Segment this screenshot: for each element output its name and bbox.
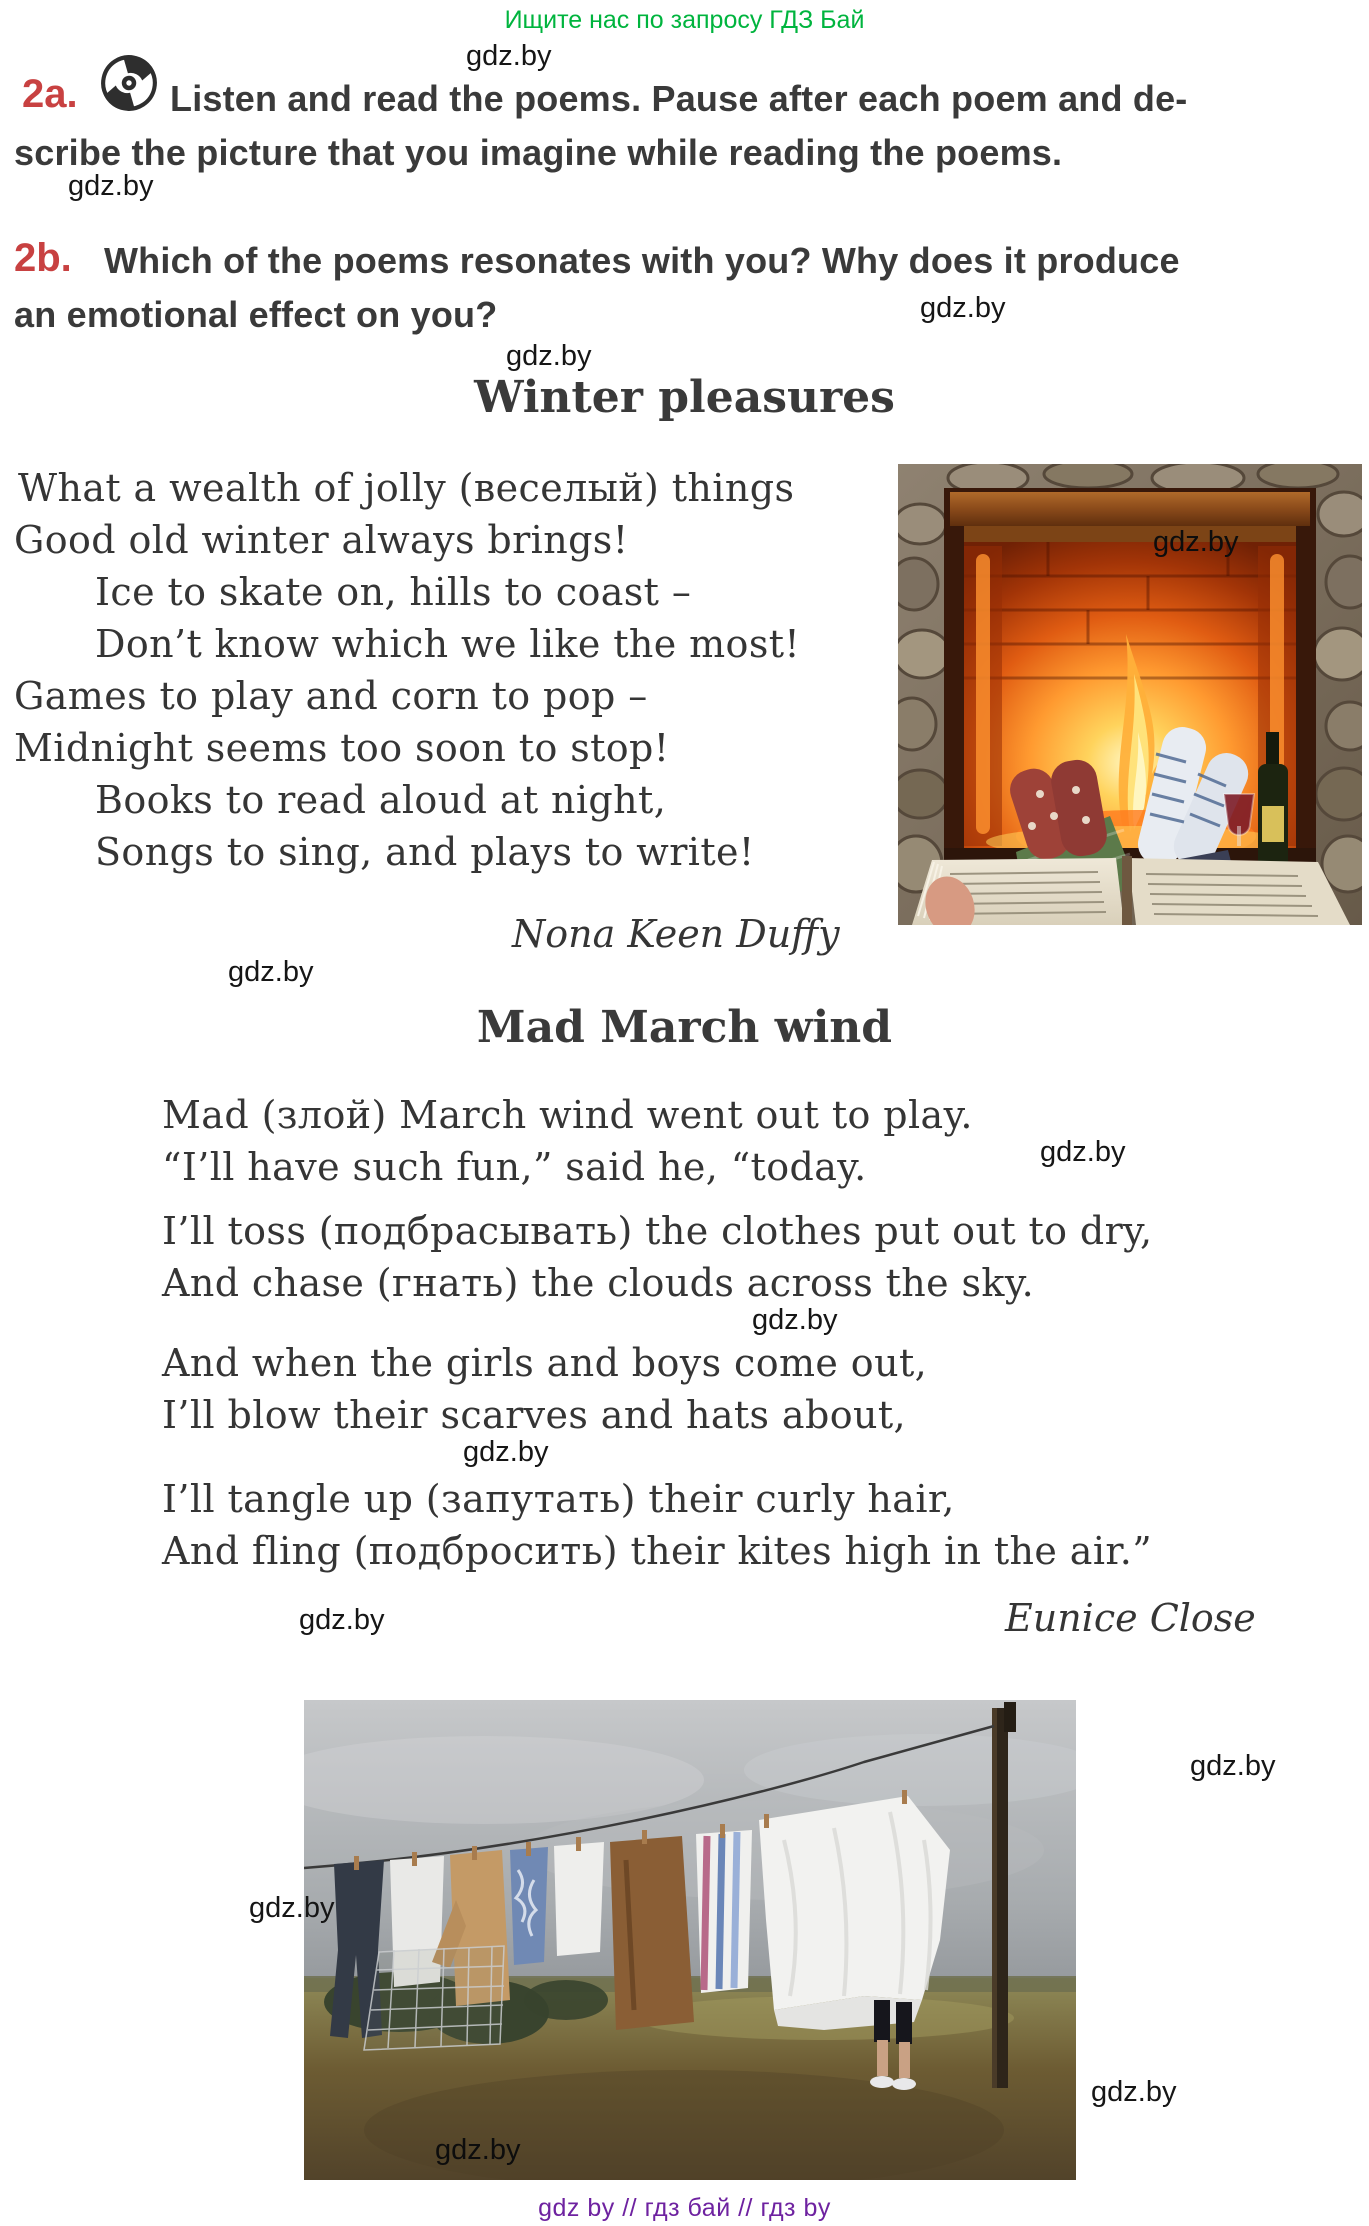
cd-icon <box>98 52 160 114</box>
poem2-line: And when the girls and boys come out, <box>162 1341 928 1385</box>
task-2a-text-line2: scribe the picture that you imagine while reading the poems. <box>14 132 1063 173</box>
task-2a-number: 2a. <box>22 72 78 116</box>
gdz-watermark: gdz.by <box>752 1304 838 1336</box>
gdz-watermark: gdz.by <box>466 40 552 72</box>
task-2b-text-line1: Which of the poems resonates with you? Why does it produce <box>104 240 1180 281</box>
poem1-title: Winter pleasures <box>474 372 895 423</box>
poem2-line: I’ll blow their scarves and hats about, <box>162 1393 907 1437</box>
gdz-watermark: gdz.by <box>435 2134 521 2166</box>
poem2-line: “I’ll have such fun,” said he, “today. <box>162 1145 867 1189</box>
gdz-watermark: gdz.by <box>920 292 1006 324</box>
poem1-line: Songs to sing, and plays to write! <box>95 830 755 874</box>
gdz-watermark: gdz.by <box>68 170 154 202</box>
gdz-watermark: gdz.by <box>1190 1750 1276 1782</box>
poem2-line: And fling (подбросить) their kites high in the air.” <box>162 1529 1153 1573</box>
footer-gdz-links: gdz by // гдз бай // гдз by <box>538 2194 831 2222</box>
poem2-line: And chase (гнать) the clouds across the sky. <box>162 1261 1035 1305</box>
task-2b-number: 2b. <box>14 236 72 280</box>
poem2-line: I’ll tangle up (запутать) their curly hair, <box>162 1477 955 1521</box>
poem1-line: Midnight seems too soon to stop! <box>14 726 670 770</box>
task-2a-text-line1: Listen and read the poems. Pause after each poem and de- <box>170 78 1188 119</box>
poem1-author: Nona Keen Duffy <box>512 912 840 956</box>
poem1-line: What a wealth of jolly (веселый) things <box>18 466 795 510</box>
gdz-watermark: gdz.by <box>506 340 592 372</box>
gdz-watermark: gdz.by <box>1153 526 1239 558</box>
gdz-search-hint: Ищите нас по запросу ГДЗ Бай <box>504 6 865 34</box>
poem2-title: Mad March wind <box>476 1002 893 1053</box>
poem1-line: Ice to skate on, hills to coast – <box>95 570 692 614</box>
gdz-watermark: gdz.by <box>249 1892 335 1924</box>
poem1-line: Books to read aloud at night, <box>95 778 667 822</box>
poem2-line: Mad (злой) March wind went out to play. <box>162 1093 973 1137</box>
poem1-line: Good old winter always brings! <box>14 518 629 562</box>
gdz-watermark: gdz.by <box>1091 2076 1177 2108</box>
white-sheet <box>759 1796 950 2010</box>
poem2-author: Eunice Close <box>1005 1596 1256 1640</box>
poem1-line: Games to play and corn to pop – <box>14 674 648 718</box>
gdz-watermark: gdz.by <box>1040 1136 1126 1168</box>
poem1-line: Don’t know which we like the most! <box>95 622 801 666</box>
fireplace-photo <box>898 464 1362 925</box>
laundry-photo <box>304 1700 1076 2180</box>
gdz-watermark: gdz.by <box>299 1604 385 1636</box>
gdz-watermark: gdz.by <box>228 956 314 988</box>
open-book <box>912 856 1350 925</box>
poem2-line: I’ll toss (подбрасывать) the clothes put out to dry, <box>162 1209 1153 1253</box>
wire-cage <box>364 1946 504 2050</box>
gdz-watermark: gdz.by <box>463 1436 549 1468</box>
task-2b-text-line2: an emotional effect on you? <box>14 294 498 335</box>
